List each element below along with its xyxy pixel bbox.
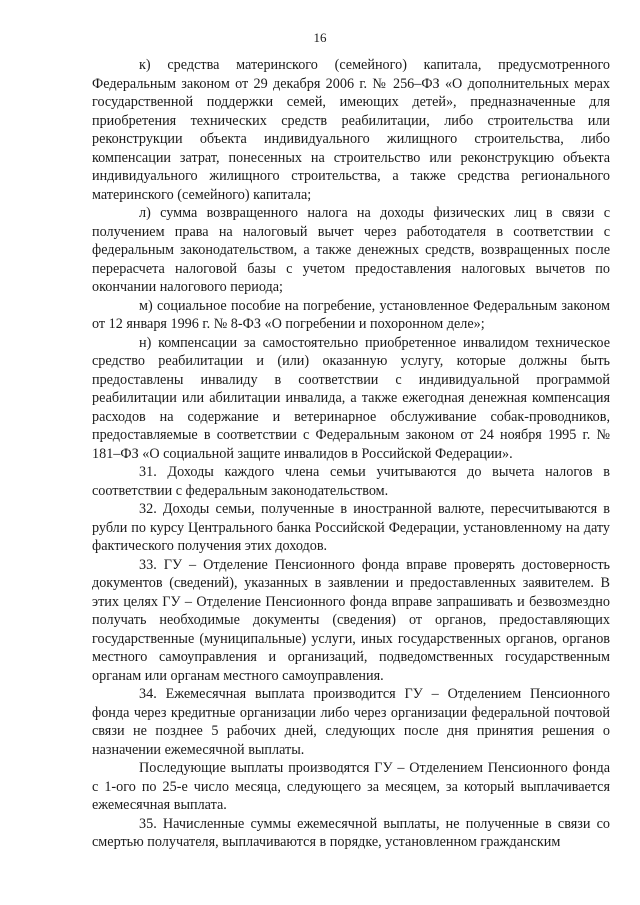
paragraph-35: 35. Начисленные суммы ежемесячной выплаты, не полученные в связи со смертью получателя, выплачиваются в порядке, установленном гражданским [92,815,610,850]
paragraph-m: м) социальное пособие на погребение, установленное Федеральным законом от 12 января 1996 г. № 8-ФЗ «О погребении и похоронном деле»; [92,297,610,332]
paragraph-k: к) средства материнского (семейного) капитала, предусмотренного Федеральным законом от 29 декабря 2006 г. № 256–ФЗ «О дополнительных мерах государственной поддержки семей, имеющих детей», предназначенные для приобретения технических средств реабилитации, либо строительства или реконструкции объекта индивидуального жилищного строительства, либо компенсации затрат, понесенных на строительство или реконструкцию объекта индивидуального жилищного строительства, а также средства регионального материнского (семейного) капитала; [92,57,610,203]
paragraph-34: 34. Ежемесячная выплата производится ГУ – Отделением Пенсионного фонда через кредитные организации либо через организации федеральной почтовой связи не позднее 5 рабочих дней, следующих после дня принятия решения о назначении ежемесячной выплаты. [92,686,610,758]
paragraph-34-continued: Последующие выплаты производятся ГУ – Отделением Пенсионного фонда с 1-ого по 25-е число месяца, следующего за месяцем, за который выплачивается ежемесячная выплата. [92,760,610,813]
paragraph-33: 33. ГУ – Отделение Пенсионного фонда вправе проверять достоверность документов (сведений), указанных в заявлении и предоставленных заявителем. В этих целях ГУ – Отделение Пенсионного фонда вправе запрашивать и безвозмездно получать необходимые документы (сведения) от органов, предоставляющих государственные (муниципальные) услуги, иных государственных органов, органов местного самоуправления и организаций, подведомственных государственным органам или органам местного самоуправления. [92,556,610,684]
paragraph-31: 31. Доходы каждого члена семьи учитываются до вычета налогов в соответствии с федеральным законодательством. [92,464,610,499]
document-body [92,56,610,852]
paragraph-32: 32. Доходы семьи, полученные в иностранной валюте, пересчитываются в рубли по курсу Центрального банка Российской Федерации, установленному на дату фактического получения этих доходов. [92,501,610,554]
paragraph-n: н) компенсации за самостоятельно приобретенное инвалидом техническое средство реабилитации и (или) оказанную услугу, которые должны быть предоставлены инвалиду в соответствии с индивидуальной программой реабилитации или абилитации инвалида, а также ежегодная денежная компенсация расходов на содержание и ветеринарное обслуживание собак-проводников, предоставляемые в соответствии с Федеральным законом от 24 ноября 1995 г. № 181–ФЗ «О социальной защите инвалидов в Российской Федерации». [92,334,610,462]
page-number: 16 [313,30,327,45]
paragraph-l: л) сумма возвращенного налога на доходы физических лиц в связи с получением права на налоговый вычет через работодателя в соответствии с федеральным законодательством, а также денежных средств, возвращенных после перерасчета налоговой базы с учетом предоставления налоговых вычетов по окончании налогового периода; [92,205,610,295]
